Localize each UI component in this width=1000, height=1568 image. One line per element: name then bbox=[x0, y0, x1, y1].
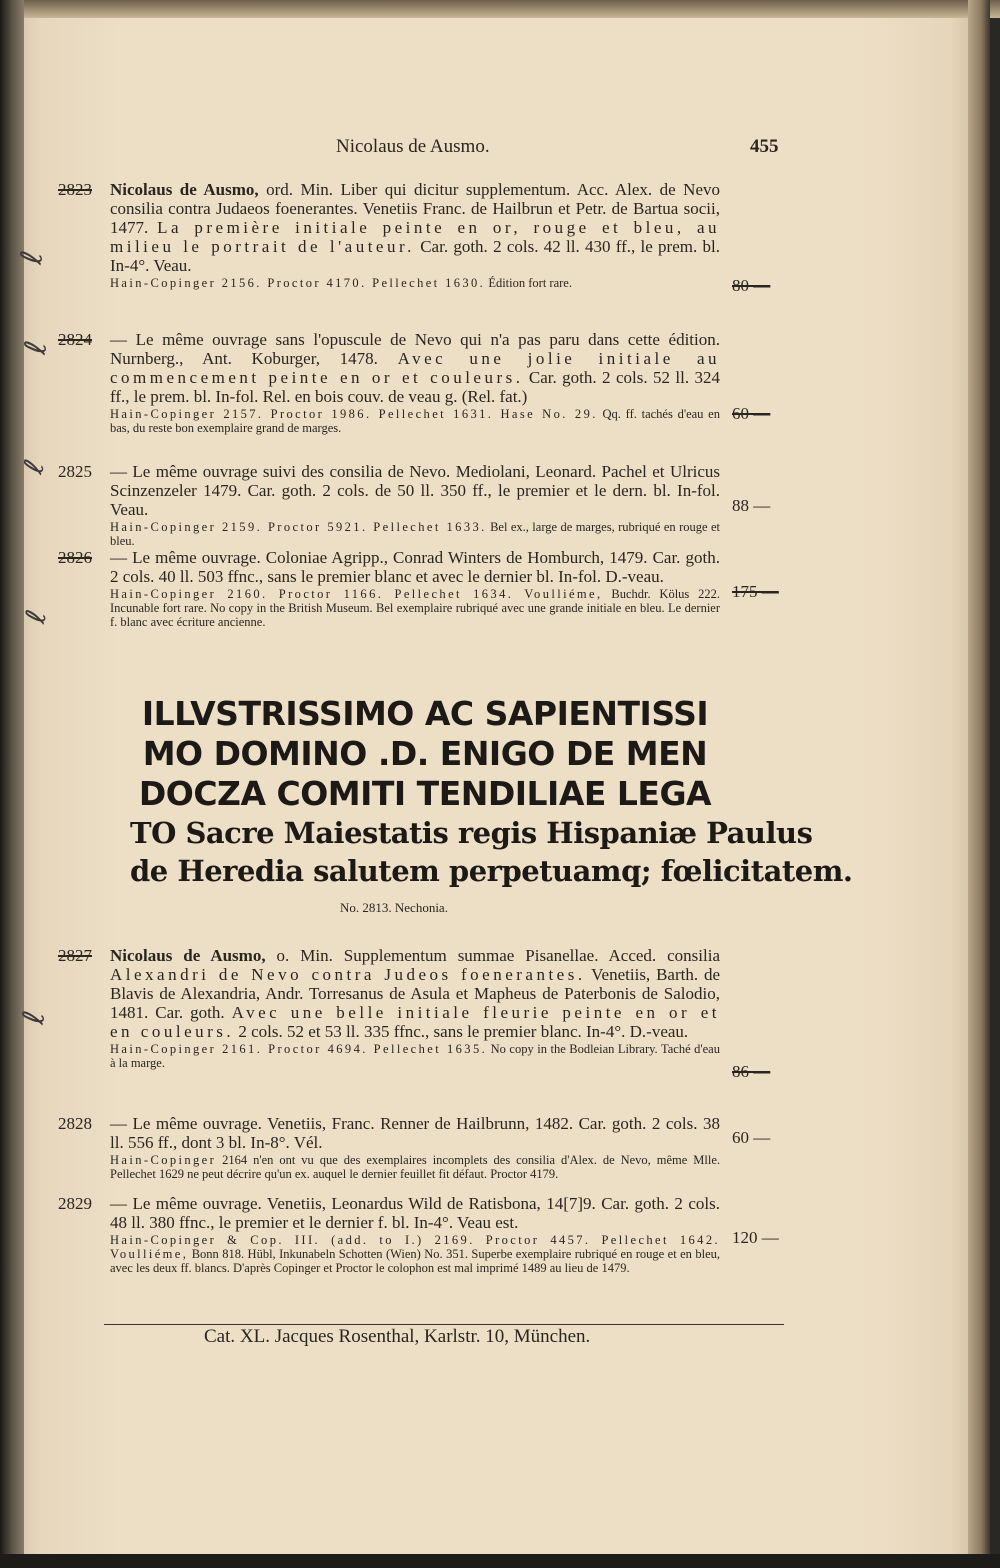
entry-text: — Le même ouvrage. Coloniae Agripp., Conrad Winters de Homburch, 1479. Car. goth. 2 cols. 40 ll. 503 ffnc., sans le premier blanc et avec le dernier bl. In-fol. D.-veau. bbox=[110, 548, 720, 586]
entry-number: 2823 bbox=[58, 180, 92, 199]
facsimile-line: MO DOMINO .D. ENIGO DE MEN bbox=[142, 734, 708, 773]
references-text: Buchdr. Kölus 222. Incunable fort rare. No copy in the British Museum. Bel exemplaire rubriqué avec une grande initiale en bleu. Le dernier f. blanc avec écriture ancienne. bbox=[110, 587, 720, 629]
page-edge bbox=[968, 0, 990, 1568]
references-text: Qq. ff. tachés d'eau en bas, du reste bon exemplaire grand de marges. bbox=[110, 407, 720, 435]
references-spaced: Hain-Copinger 2160. Proctor 1166. Pellechet 1634. Voulliéme, bbox=[110, 587, 603, 601]
facsimile-line: de Heredia salutem perpetuamq; fœlicitatem. bbox=[130, 854, 853, 888]
references-text: 2164 n'en ont vu que des exemplaires incomplets des consilia d'Alex. de Nevo, même Mlle. Pellechet 1629 ne peut décrire qu'un ex. auquel le dernier feuillet fit défaut. Proctor 4179. bbox=[110, 1153, 720, 1181]
references-spaced: Hain-Copinger bbox=[110, 1153, 217, 1167]
entry-price: 86 — bbox=[732, 1062, 771, 1081]
entry-highlight: Alexandri de Nevo contra Judeos foenerantes. bbox=[110, 965, 586, 984]
entry-price: 80 — bbox=[732, 276, 771, 295]
footer-rule bbox=[104, 1324, 784, 1325]
references-spaced: Hain-Copinger 2156. Proctor 4170. Pellechet 1630. bbox=[110, 276, 486, 290]
facsimile-caption: No. 2813. Nechonia. bbox=[340, 900, 448, 915]
entry-text: — Le même ouvrage. Venetiis, Leonardus Wild de Ratisbona, 14[7]9. Car. goth. 2 cols. 48 ll. 380 ffnc., le premier et le dernier f. bl. In-4°. Veau est. bbox=[110, 1194, 720, 1232]
entry-text: ord. Min. Liber qui dicitur supplementum. Acc. Alex. de Nevo consilia contra Judaeos foenerantes. Venetiis Franc. de Hailbrun et Petr. de Bartua socii, 1477. bbox=[110, 180, 720, 237]
catalog-entry bbox=[58, 330, 720, 435]
book-top-edge bbox=[0, 0, 1000, 18]
entry-highlight: Avec une jolie initiale au commencement peinte en or et couleurs. bbox=[110, 349, 720, 387]
pencil-mark: ℓ bbox=[17, 338, 55, 357]
references-text: Bonn 818. Hübl, Inkunabeln Schotten (Wien) No. 351. Superbe exemplaire rubriqué en rouge et en bleu, avec les deux ff. blancs. D'après Copinger et Proctor le colophon est mal imprimé 1489 au lieu de 1479. bbox=[110, 1247, 720, 1275]
catalog-entry bbox=[58, 462, 720, 548]
references-text: No copy in the Bodleian Library. Taché d'eau à la marge. bbox=[110, 1042, 720, 1070]
facsimile-title bbox=[130, 694, 853, 890]
catalog-entry bbox=[58, 1194, 720, 1275]
entry-text: Car. goth. 2 cols. 42 ll. 430 ff., le prem. bl. In-4°. Veau. bbox=[110, 237, 720, 275]
pencil-mark: ℓ bbox=[16, 455, 52, 478]
pencil-mark: ℓ bbox=[15, 1008, 53, 1027]
running-title: Nicolaus de Ausmo. bbox=[336, 136, 490, 157]
entry-text: — Le même ouvrage. Venetiis, Franc. Renner de Hailbrunn, 1482. Car. goth. 2 cols. 38 ll. 556 ff., dont 3 bl. In-8°. Vél. bbox=[110, 1114, 720, 1152]
entry-references bbox=[110, 1233, 720, 1275]
page-footer: Cat. XL. Jacques Rosenthal, Karlstr. 10, München. bbox=[204, 1326, 591, 1347]
references-spaced: Hain-Copinger 2161. Proctor 4694. Pellechet 1635. bbox=[110, 1042, 488, 1056]
book-bottom-edge bbox=[0, 1554, 1000, 1568]
entry-price: 60 — bbox=[732, 1128, 771, 1147]
pencil-mark: ℓ bbox=[13, 248, 51, 267]
entry-text: o. Min. Supplementum summae Pisanellae. Acced. consilia bbox=[265, 946, 720, 965]
catalog-entry bbox=[58, 180, 720, 290]
entry-number: 2829 bbox=[58, 1194, 92, 1213]
references-text: Édition fort rare. bbox=[485, 276, 572, 290]
entry-price: 175 — bbox=[732, 582, 779, 601]
page-header bbox=[0, 136, 1000, 166]
entry-references bbox=[110, 587, 720, 629]
entry-highlight: La première initiale peinte en or, rouge et bleu, au milieu le portrait de l'auteur. bbox=[110, 218, 720, 256]
entry-author: Nicolaus de Ausmo, bbox=[110, 946, 266, 965]
entry-number: 2828 bbox=[58, 1114, 92, 1133]
entry-references bbox=[110, 1042, 720, 1070]
references-spaced: Hain-Copinger 2159. Proctor 5921. Pellechet 1633. bbox=[110, 520, 487, 534]
entry-text: 2 cols. 52 et 53 ll. 335 ffnc., sans le premier blanc. In-4°. D.-veau. bbox=[234, 1022, 689, 1041]
book-spine bbox=[0, 0, 24, 1568]
entry-number: 2827 bbox=[58, 946, 92, 965]
entry-references bbox=[110, 520, 720, 548]
references-spaced: Hain-Copinger 2157. Proctor 1986. Pellechet 1631. Hase No. 29. bbox=[110, 407, 598, 421]
entry-number: 2826 bbox=[58, 548, 92, 567]
entry-references bbox=[110, 1153, 720, 1181]
entry-highlight: Avec une belle initiale fleurie peinte en or et en couleurs. bbox=[110, 1003, 720, 1041]
pencil-mark: ℓ bbox=[18, 606, 54, 627]
catalog-entry bbox=[58, 548, 720, 629]
entry-price: 88 — bbox=[732, 496, 771, 515]
facsimile-line: TO Sacre Maiestatis regis Hispaniæ Paulus bbox=[130, 816, 813, 850]
references-spaced: Hain-Copinger & Cop. III. (add. to I.) 2169. Proctor 4457. Pellechet 1642. Voulliéme, bbox=[110, 1233, 720, 1261]
entry-number: 2824 bbox=[58, 330, 92, 349]
entry-text: — Le même ouvrage sans l'opuscule de Nevo qui n'a pas paru dans cette édition. Nurnberg., Ant. Koburger, 1478. bbox=[110, 330, 720, 368]
catalog-entry bbox=[58, 1114, 720, 1181]
facsimile-line: DOCZA COMITI TENDILIAE LEGA bbox=[138, 774, 712, 813]
entry-price: 60 — bbox=[732, 404, 771, 423]
entry-author: Nicolaus de Ausmo, bbox=[110, 180, 259, 199]
references-text: Bel ex., large de marges, rubriqué en rouge et bleu. bbox=[110, 520, 720, 548]
entry-text: Car. goth. 2 cols. 52 ll. 324 ff., le prem. bl. In-fol. Rel. en bois couv. de veau g. (Rel. fat.) bbox=[110, 368, 720, 406]
entry-price: 120 — bbox=[732, 1228, 779, 1247]
facsimile-line: ILLVSTRISSIMO AC SAPIENTISSI bbox=[141, 694, 709, 733]
entry-number: 2825 bbox=[58, 462, 92, 481]
entry-references bbox=[110, 276, 720, 290]
entry-references bbox=[110, 407, 720, 435]
entry-text: — Le même ouvrage suivi des consilia de Nevo. Mediolani, Leonard. Pachel et Ulricus Scinzenzeler 1479. Car. goth. 2 cols. de 50 ll. 350 ff., le premier et le dern. bl. In-fol. Veau. bbox=[110, 462, 720, 519]
entry-text: Venetiis, Barth. de Blavis de Alexandria, Andr. Torresanus de Asula et Mapheus de Paterbonis de Salodio, 1481. Car. goth. bbox=[110, 965, 721, 1022]
page-number: 455 bbox=[750, 136, 779, 157]
catalog-entry bbox=[58, 946, 721, 1070]
